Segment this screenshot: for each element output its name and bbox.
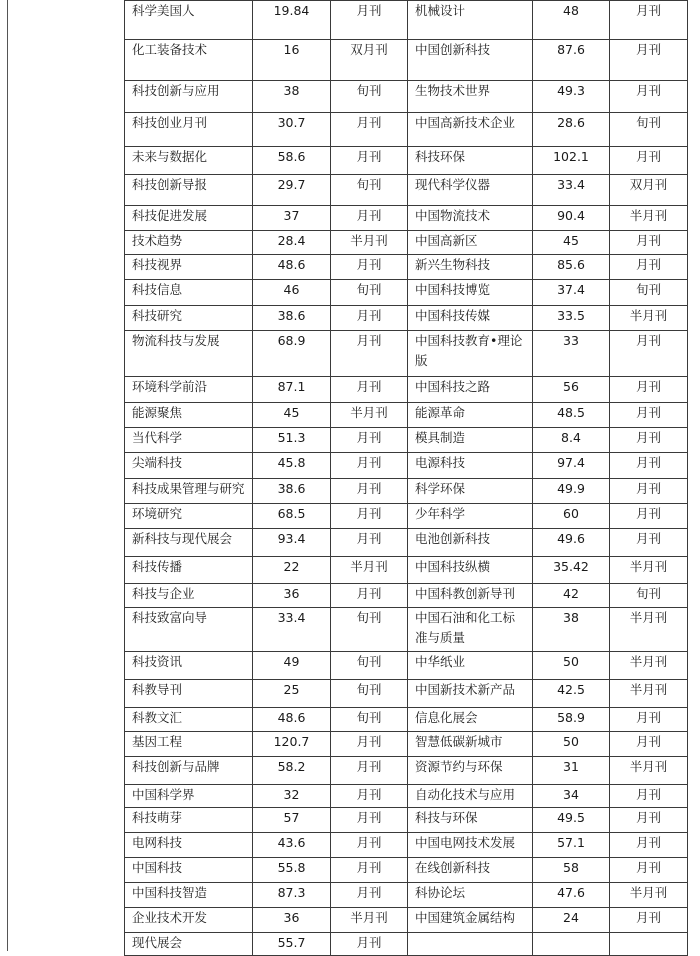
cell-left-name: 科技研究 xyxy=(125,306,253,331)
cell-left-name: 中国科技智造 xyxy=(125,883,253,908)
table-row xyxy=(125,175,688,206)
cell-right-frequency: 月刊 xyxy=(610,908,688,933)
cell-right-name: 现代科学仪器 xyxy=(408,175,533,206)
cell-right-name: 自动化技术与应用 xyxy=(408,785,533,808)
cell-right-frequency: 半月刊 xyxy=(610,757,688,785)
cell-left-factor: 19.84 xyxy=(253,1,331,40)
table-row xyxy=(125,377,688,403)
cell-left-frequency: 月刊 xyxy=(331,808,408,833)
cell-right-factor: 48.5 xyxy=(533,403,610,428)
cell-left-name: 化工装备技术 xyxy=(125,40,253,81)
cell-left-name: 环境科学前沿 xyxy=(125,377,253,403)
cell-right-frequency: 月刊 xyxy=(610,81,688,113)
cell-left-frequency: 半月刊 xyxy=(331,403,408,428)
cell-left-frequency: 月刊 xyxy=(331,479,408,504)
cell-left-name: 当代科学 xyxy=(125,428,253,453)
cell-right-factor: 47.6 xyxy=(533,883,610,908)
cell-right-frequency: 旬刊 xyxy=(610,280,688,306)
cell-right-factor: 34 xyxy=(533,785,610,808)
cell-right-name: 中国科技传媒 xyxy=(408,306,533,331)
table-row xyxy=(125,306,688,331)
cell-left-factor: 28.4 xyxy=(253,231,331,255)
cell-left-name: 现代展会 xyxy=(125,933,253,956)
cell-left-frequency: 月刊 xyxy=(331,453,408,479)
cell-right-name: 中国科技教育•理论版 xyxy=(408,331,533,377)
cell-left-name: 科技传播 xyxy=(125,557,253,584)
cell-right-frequency: 月刊 xyxy=(610,377,688,403)
cell-left-factor: 29.7 xyxy=(253,175,331,206)
cell-right-factor: 49.9 xyxy=(533,479,610,504)
table-row xyxy=(125,231,688,255)
table-row xyxy=(125,808,688,833)
table-row xyxy=(125,147,688,175)
table-row xyxy=(125,833,688,858)
cell-right-name: 中国物流技术 xyxy=(408,206,533,231)
cell-left-factor: 49 xyxy=(253,652,331,680)
cell-right-frequency: 月刊 xyxy=(610,1,688,40)
cell-right-name: 少年科学 xyxy=(408,504,533,529)
table-row xyxy=(125,81,688,113)
cell-left-name: 科教导刊 xyxy=(125,680,253,708)
cell-right-name: 电源科技 xyxy=(408,453,533,479)
cell-right-frequency: 月刊 xyxy=(610,708,688,732)
cell-right-frequency: 半月刊 xyxy=(610,680,688,708)
cell-left-name: 未来与数据化 xyxy=(125,147,253,175)
cell-right-frequency: 月刊 xyxy=(610,331,688,377)
cell-left-frequency: 旬刊 xyxy=(331,608,408,652)
cell-right-name: 科协论坛 xyxy=(408,883,533,908)
cell-right-frequency: 半月刊 xyxy=(610,652,688,680)
table-row xyxy=(125,680,688,708)
cell-left-name: 科技创业月刊 xyxy=(125,113,253,147)
cell-left-name: 尖端科技 xyxy=(125,453,253,479)
table-row xyxy=(125,883,688,908)
cell-right-factor: 35.42 xyxy=(533,557,610,584)
cell-right-factor: 48 xyxy=(533,1,610,40)
cell-right-factor: 28.6 xyxy=(533,113,610,147)
table-row xyxy=(125,757,688,785)
cell-left-name: 科技视界 xyxy=(125,255,253,280)
cell-left-name: 新科技与现代展会 xyxy=(125,529,253,557)
cell-left-name: 科技促进发展 xyxy=(125,206,253,231)
cell-left-frequency: 月刊 xyxy=(331,833,408,858)
cell-left-name: 科技创新导报 xyxy=(125,175,253,206)
cell-left-name: 科技与企业 xyxy=(125,584,253,608)
table-row xyxy=(125,557,688,584)
table-row xyxy=(125,504,688,529)
cell-left-name: 技术趋势 xyxy=(125,231,253,255)
cell-left-factor: 22 xyxy=(253,557,331,584)
table-row xyxy=(125,331,688,377)
cell-left-frequency: 月刊 xyxy=(331,757,408,785)
cell-left-name: 科技资讯 xyxy=(125,652,253,680)
cell-right-factor: 49.5 xyxy=(533,808,610,833)
cell-left-factor: 87.1 xyxy=(253,377,331,403)
cell-right-name: 中国高新区 xyxy=(408,231,533,255)
cell-right-frequency: 月刊 xyxy=(610,231,688,255)
cell-right-name: 科技环保 xyxy=(408,147,533,175)
cell-right-factor: 45 xyxy=(533,231,610,255)
table-row xyxy=(125,453,688,479)
cell-right-factor: 31 xyxy=(533,757,610,785)
table-row xyxy=(125,652,688,680)
cell-left-frequency: 月刊 xyxy=(331,529,408,557)
cell-left-factor: 58.6 xyxy=(253,147,331,175)
journal-table-body xyxy=(125,1,688,956)
cell-right-frequency: 半月刊 xyxy=(610,883,688,908)
cell-left-name: 科技致富向导 xyxy=(125,608,253,652)
cell-right-name: 中华纸业 xyxy=(408,652,533,680)
cell-left-name: 科技创新与应用 xyxy=(125,81,253,113)
cell-right-factor: 37.4 xyxy=(533,280,610,306)
table-row xyxy=(125,479,688,504)
cell-right-name: 中国电网技术发展 xyxy=(408,833,533,858)
cell-left-frequency: 月刊 xyxy=(331,206,408,231)
cell-right-name xyxy=(408,933,533,956)
cell-right-name: 新兴生物科技 xyxy=(408,255,533,280)
cell-right-factor: 49.6 xyxy=(533,529,610,557)
table-row xyxy=(125,732,688,757)
cell-left-factor: 36 xyxy=(253,584,331,608)
cell-left-factor: 68.9 xyxy=(253,331,331,377)
cell-left-factor: 58.2 xyxy=(253,757,331,785)
cell-right-factor: 57.1 xyxy=(533,833,610,858)
cell-right-name: 机械设计 xyxy=(408,1,533,40)
cell-right-factor: 50 xyxy=(533,732,610,757)
cell-right-name: 在线创新科技 xyxy=(408,858,533,883)
cell-right-factor: 50 xyxy=(533,652,610,680)
cell-right-frequency xyxy=(610,933,688,956)
cell-right-factor: 102.1 xyxy=(533,147,610,175)
cell-right-name: 中国科教创新导刊 xyxy=(408,584,533,608)
cell-left-frequency: 月刊 xyxy=(331,1,408,40)
cell-left-name: 中国科学界 xyxy=(125,785,253,808)
cell-left-frequency: 月刊 xyxy=(331,858,408,883)
cell-right-factor: 8.4 xyxy=(533,428,610,453)
table-row xyxy=(125,40,688,81)
table-row xyxy=(125,529,688,557)
cell-left-frequency: 旬刊 xyxy=(331,280,408,306)
cell-left-factor: 48.6 xyxy=(253,255,331,280)
cell-left-frequency: 半月刊 xyxy=(331,231,408,255)
cell-left-factor: 32 xyxy=(253,785,331,808)
table-row xyxy=(125,584,688,608)
cell-right-frequency: 旬刊 xyxy=(610,584,688,608)
cell-right-name: 中国科技博览 xyxy=(408,280,533,306)
cell-left-frequency: 月刊 xyxy=(331,504,408,529)
cell-left-name: 电网科技 xyxy=(125,833,253,858)
cell-left-frequency: 月刊 xyxy=(331,785,408,808)
cell-right-factor: 60 xyxy=(533,504,610,529)
cell-right-factor: 33.5 xyxy=(533,306,610,331)
cell-right-factor: 56 xyxy=(533,377,610,403)
cell-left-factor: 57 xyxy=(253,808,331,833)
cell-left-factor: 36 xyxy=(253,908,331,933)
cell-right-frequency: 月刊 xyxy=(610,40,688,81)
cell-left-factor: 37 xyxy=(253,206,331,231)
cell-right-factor: 90.4 xyxy=(533,206,610,231)
cell-right-frequency: 月刊 xyxy=(610,504,688,529)
cell-left-frequency: 旬刊 xyxy=(331,708,408,732)
cell-right-frequency: 月刊 xyxy=(610,858,688,883)
cell-left-factor: 68.5 xyxy=(253,504,331,529)
cell-left-frequency: 月刊 xyxy=(331,306,408,331)
cell-right-frequency: 月刊 xyxy=(610,255,688,280)
cell-left-name: 环境研究 xyxy=(125,504,253,529)
table-row xyxy=(125,708,688,732)
cell-right-name: 模具制造 xyxy=(408,428,533,453)
cell-left-name: 科技成果管理与研究 xyxy=(125,479,253,504)
cell-right-frequency: 半月刊 xyxy=(610,306,688,331)
cell-right-factor: 49.3 xyxy=(533,81,610,113)
cell-right-name: 科学环保 xyxy=(408,479,533,504)
cell-left-frequency: 月刊 xyxy=(331,113,408,147)
table-row xyxy=(125,933,688,956)
cell-right-name: 中国创新科技 xyxy=(408,40,533,81)
cell-left-factor: 51.3 xyxy=(253,428,331,453)
cell-left-name: 科技萌芽 xyxy=(125,808,253,833)
cell-left-frequency: 月刊 xyxy=(331,933,408,956)
cell-right-frequency: 月刊 xyxy=(610,147,688,175)
cell-right-frequency: 双月刊 xyxy=(610,175,688,206)
cell-right-factor: 58 xyxy=(533,858,610,883)
cell-left-factor: 30.7 xyxy=(253,113,331,147)
cell-right-factor: 42 xyxy=(533,584,610,608)
cell-left-factor: 43.6 xyxy=(253,833,331,858)
cell-right-name: 中国新技术新产品 xyxy=(408,680,533,708)
cell-left-factor: 38 xyxy=(253,81,331,113)
cell-left-factor: 33.4 xyxy=(253,608,331,652)
table-row xyxy=(125,858,688,883)
cell-right-name: 生物技术世界 xyxy=(408,81,533,113)
cell-left-frequency: 月刊 xyxy=(331,883,408,908)
cell-left-factor: 87.3 xyxy=(253,883,331,908)
table-row xyxy=(125,113,688,147)
table-row xyxy=(125,608,688,652)
cell-left-factor: 120.7 xyxy=(253,732,331,757)
cell-left-frequency: 月刊 xyxy=(331,377,408,403)
page-margin-line xyxy=(7,0,8,951)
table-row xyxy=(125,255,688,280)
table-row xyxy=(125,908,688,933)
cell-right-name: 能源革命 xyxy=(408,403,533,428)
cell-right-name: 中国科技纵横 xyxy=(408,557,533,584)
cell-left-factor: 25 xyxy=(253,680,331,708)
table-row xyxy=(125,785,688,808)
table-row xyxy=(125,206,688,231)
table-row xyxy=(125,428,688,453)
cell-left-frequency: 月刊 xyxy=(331,732,408,757)
cell-left-factor: 16 xyxy=(253,40,331,81)
cell-left-frequency: 月刊 xyxy=(331,255,408,280)
cell-right-frequency: 月刊 xyxy=(610,403,688,428)
cell-left-factor: 45.8 xyxy=(253,453,331,479)
cell-right-name: 中国科技之路 xyxy=(408,377,533,403)
cell-left-name: 能源聚焦 xyxy=(125,403,253,428)
cell-left-name: 基因工程 xyxy=(125,732,253,757)
cell-right-frequency: 半月刊 xyxy=(610,608,688,652)
cell-left-frequency: 旬刊 xyxy=(331,680,408,708)
cell-left-frequency: 旬刊 xyxy=(331,652,408,680)
cell-right-factor: 85.6 xyxy=(533,255,610,280)
cell-right-frequency: 半月刊 xyxy=(610,557,688,584)
cell-left-name: 企业技术开发 xyxy=(125,908,253,933)
journal-table xyxy=(124,0,688,956)
table-row xyxy=(125,280,688,306)
cell-right-factor: 24 xyxy=(533,908,610,933)
cell-right-factor: 42.5 xyxy=(533,680,610,708)
cell-right-factor xyxy=(533,933,610,956)
cell-left-name: 科教文汇 xyxy=(125,708,253,732)
cell-right-frequency: 月刊 xyxy=(610,808,688,833)
cell-left-factor: 55.7 xyxy=(253,933,331,956)
cell-right-frequency: 半月刊 xyxy=(610,206,688,231)
cell-right-frequency: 月刊 xyxy=(610,833,688,858)
cell-left-frequency: 旬刊 xyxy=(331,81,408,113)
cell-right-frequency: 旬刊 xyxy=(610,113,688,147)
cell-right-factor: 33 xyxy=(533,331,610,377)
cell-left-name: 中国科技 xyxy=(125,858,253,883)
cell-left-factor: 38.6 xyxy=(253,479,331,504)
cell-right-factor: 58.9 xyxy=(533,708,610,732)
cell-right-name: 智慧低碳新城市 xyxy=(408,732,533,757)
cell-right-name: 电池创新科技 xyxy=(408,529,533,557)
cell-right-name: 中国高新技术企业 xyxy=(408,113,533,147)
cell-left-factor: 93.4 xyxy=(253,529,331,557)
cell-left-frequency: 月刊 xyxy=(331,331,408,377)
cell-left-factor: 48.6 xyxy=(253,708,331,732)
cell-left-frequency: 双月刊 xyxy=(331,40,408,81)
table-row xyxy=(125,1,688,40)
cell-right-name: 信息化展会 xyxy=(408,708,533,732)
cell-left-frequency: 月刊 xyxy=(331,428,408,453)
cell-right-factor: 33.4 xyxy=(533,175,610,206)
cell-left-factor: 45 xyxy=(253,403,331,428)
cell-left-frequency: 月刊 xyxy=(331,147,408,175)
cell-right-frequency: 月刊 xyxy=(610,785,688,808)
cell-right-name: 中国石油和化工标准与质量 xyxy=(408,608,533,652)
cell-left-frequency: 半月刊 xyxy=(331,908,408,933)
cell-left-factor: 38.6 xyxy=(253,306,331,331)
cell-left-frequency: 月刊 xyxy=(331,584,408,608)
cell-right-frequency: 月刊 xyxy=(610,732,688,757)
cell-left-name: 科学美国人 xyxy=(125,1,253,40)
cell-right-name: 资源节约与环保 xyxy=(408,757,533,785)
cell-right-frequency: 月刊 xyxy=(610,453,688,479)
cell-right-factor: 87.6 xyxy=(533,40,610,81)
cell-left-name: 物流科技与发展 xyxy=(125,331,253,377)
cell-right-name: 中国建筑金属结构 xyxy=(408,908,533,933)
cell-left-factor: 46 xyxy=(253,280,331,306)
cell-left-frequency: 旬刊 xyxy=(331,175,408,206)
cell-right-frequency: 月刊 xyxy=(610,428,688,453)
cell-left-name: 科技创新与品牌 xyxy=(125,757,253,785)
table-row xyxy=(125,403,688,428)
cell-left-name: 科技信息 xyxy=(125,280,253,306)
cell-right-frequency: 月刊 xyxy=(610,479,688,504)
cell-left-frequency: 半月刊 xyxy=(331,557,408,584)
cell-right-frequency: 月刊 xyxy=(610,529,688,557)
cell-right-name: 科技与环保 xyxy=(408,808,533,833)
cell-right-factor: 38 xyxy=(533,608,610,652)
cell-left-factor: 55.8 xyxy=(253,858,331,883)
cell-right-factor: 97.4 xyxy=(533,453,610,479)
